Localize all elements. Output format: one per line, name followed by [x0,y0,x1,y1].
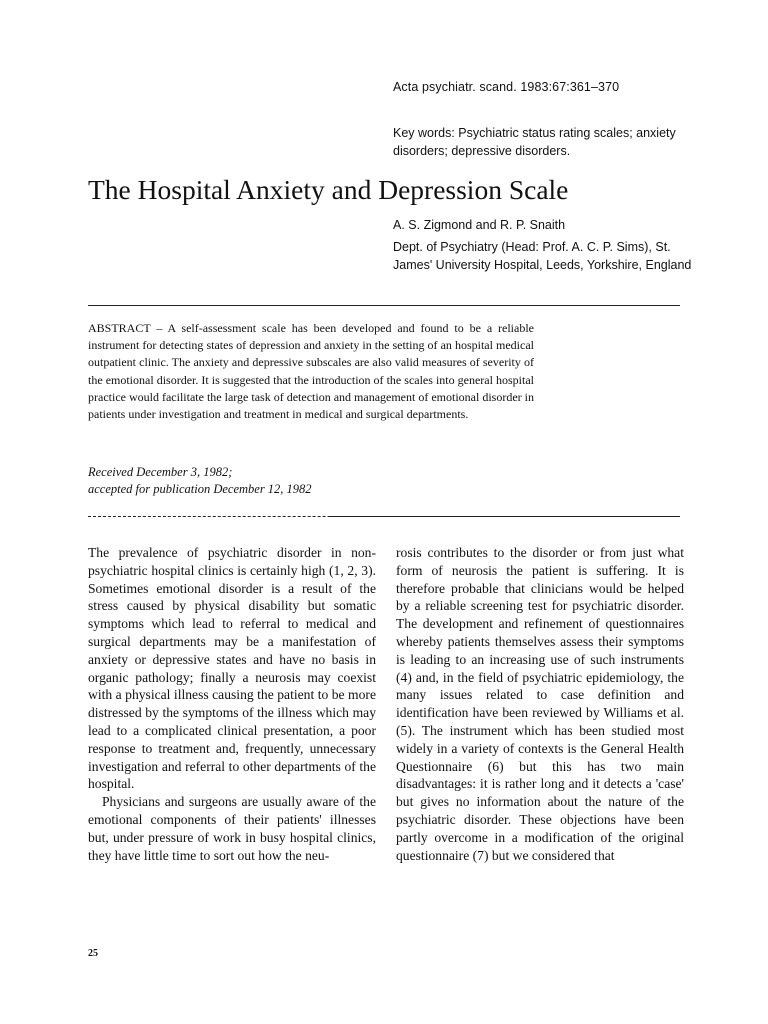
received-date: Received December 3, 1982; [88,465,233,479]
affiliation: Dept. of Psychiatry (Head: Prof. A. C. P. Sims), St. James' University Hospital, Leeds, Yorkshire, England [393,240,692,272]
bottom-divider [330,516,680,517]
authors: A. S. Zigmond and R. P. Snaith [393,218,566,232]
page-number: 25 [88,948,98,959]
body-column-right [396,544,684,864]
body-paragraph: rosis contributes to the disorder or from just what form of neurosis the patient is suffering. It is therefore probable that clinicians would be helped by a reliable screening test for psychiatric disorder. The development and refinement of questionnaires whereby patients themselves assess their symptoms is leading to an increasing use of such instruments (4) and, in the field of psychiatric epidemiology, the many issues related to case definition and identification have been reviewed by Williams et al. (5). The instrument which has been studied most widely in a variety of contexts is the General Health Questionnaire (6) but this has two main disadvantages: it is rather long and it detects a 'case' but gives no information about the nature of the psychiatric disorder. These objections have been partly overcome in a modification of the original questionnaire (7) but we considered that [396,545,684,863]
abstract: ABSTRACT – A self-assessment scale has been developed and found to be a reliable instrument for detecting states of depression and anxiety in the setting of an hospital medical outpatient clinic. The anxiety and depressive subscales are also valid measures of severity of the emotional disorder. It is suggested that the introduction of the scales into general hospital practice would facilitate the large task of detection and management of emotional disorder in patients under investigation and treatment in medical and surgical departments. [88,321,534,422]
body-paragraph: The prevalence of psychiatric disorder in non-psychiatric hospital clinics is certainly high (1, 2, 3). Sometimes emotional disorder is a result of the stress caused by physical disability but somatic symptoms which lead to referral to medical and surgical departments may be a manifestation of anxiety or depressive states and have no basis in organic pathology; finally a neurosis may coexist with a physical illness causing the patient to be more distressed by the symptoms of the illness which may lead to a complicated clinical presentation, a poor response to treatment and, frequently, unnecessary investigation and referral to other departments of the hospital. [88,545,376,792]
journal-citation: Acta psychiatr. scand. 1983:67:361–370 [393,80,620,94]
body-paragraph: Physicians and surgeons are usually aware of the emotional components of their patients' illnesses but, under pressure of work in busy hospital clinics, they have little time to sort out how the neu- [88,794,376,863]
accepted-date: accepted for publication December 12, 1982 [88,482,312,496]
top-divider [88,305,680,306]
article-title: The Hospital Anxiety and Depression Scale [88,174,569,205]
dates-block [88,464,534,498]
keywords: Key words: Psychiatric status rating scales; anxiety disorders; depressive disorders. [393,126,676,158]
body-column-left [88,544,376,864]
